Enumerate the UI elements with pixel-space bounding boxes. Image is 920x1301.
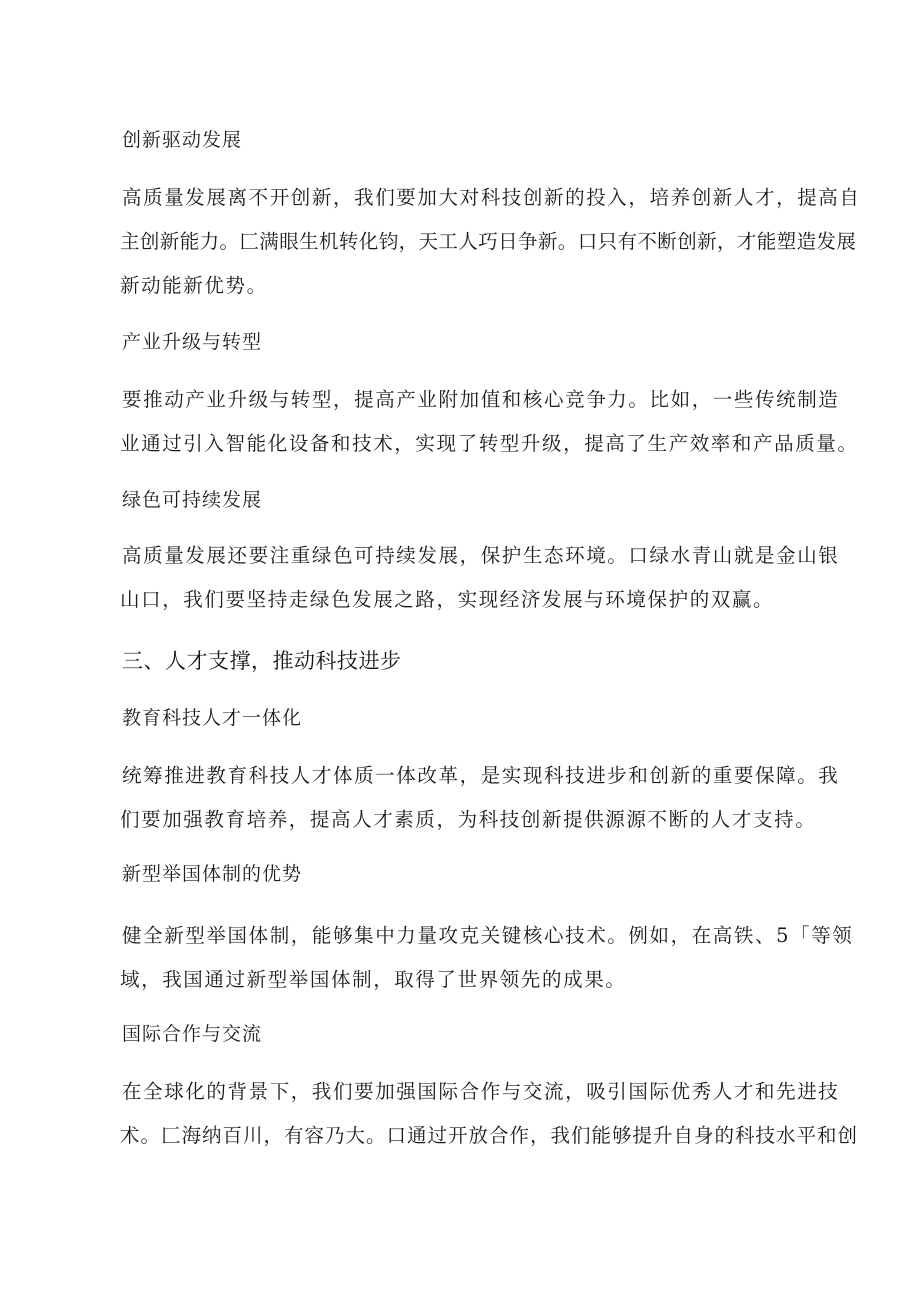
paragraph-line: 要推动产业升级与转型，提高产业附加值和核心竞争力。比如，一些传统制造	[122, 388, 840, 411]
paragraph-line: 域，我国通过新型举国体制，取得了世界领先的成果。	[120, 968, 627, 991]
paragraph-education-talent	[122, 754, 862, 842]
subheading-international-cooperation: 国际合作与交流	[122, 1023, 263, 1045]
subheading-industry-upgrade: 产业升级与转型	[122, 331, 263, 353]
paragraph-line: 术。匚海纳百川，有容乃大。口通过开放合作，我们能够提升自身的科技水平和创	[120, 1124, 859, 1147]
paragraph-line: 业通过引入智能化设备和技术，实现了转型升级，提高了生产效率和产品质量。	[120, 432, 859, 455]
paragraph-industry-upgrade	[122, 378, 862, 466]
subheading-green-development: 绿色可持续发展	[122, 489, 263, 511]
paragraph-line: 统筹推进教育科技人才体质一体改革，是实现科技进步和创新的重要保障。我	[122, 764, 840, 787]
subheading-innovation: 创新驱动发展	[122, 129, 243, 151]
paragraph-line: 在全球化的背景下，我们要加强国际合作与交流，吸引国际优秀人才和先进技	[122, 1080, 840, 1103]
paragraph-national-system	[122, 914, 862, 1002]
paragraph-line: 山口，我们要坚持走绿色发展之路，实现经济发展与环境保护的双赢。	[120, 588, 775, 611]
paragraph-green-development	[122, 534, 862, 622]
subheading-national-system: 新型举国体制的优势	[122, 863, 303, 885]
paragraph-line: 主创新能力。匚满眼生机转化钧，天工人巧日争新。口只有不断创新，才能塑造发展	[120, 230, 857, 253]
section-title: 三、人才支撑，推动科技进步	[122, 649, 402, 673]
paragraph-line: 高质量发展还要注重绿色可持续发展，保护生态环境。口绿水青山就是金山银	[122, 544, 840, 567]
paragraph-line: 健全新型举国体制，能够集中力量攻克关键核心技术。例如，在高铁、5「等领	[122, 924, 854, 947]
paragraph-innovation	[122, 176, 862, 308]
subheading-education-talent: 教育科技人才一体化	[122, 707, 303, 729]
paragraph-line: 们要加强教育培养，提高人才素质，为科技创新提供源源不断的人才支持。	[120, 808, 817, 831]
paragraph-line: 新动能新优势。	[120, 274, 268, 297]
paragraph-international-cooperation	[122, 1070, 862, 1158]
paragraph-line: 高质量发展离不开创新，我们要加大对科技创新的投入，培养创新人才，提高自	[122, 186, 861, 209]
